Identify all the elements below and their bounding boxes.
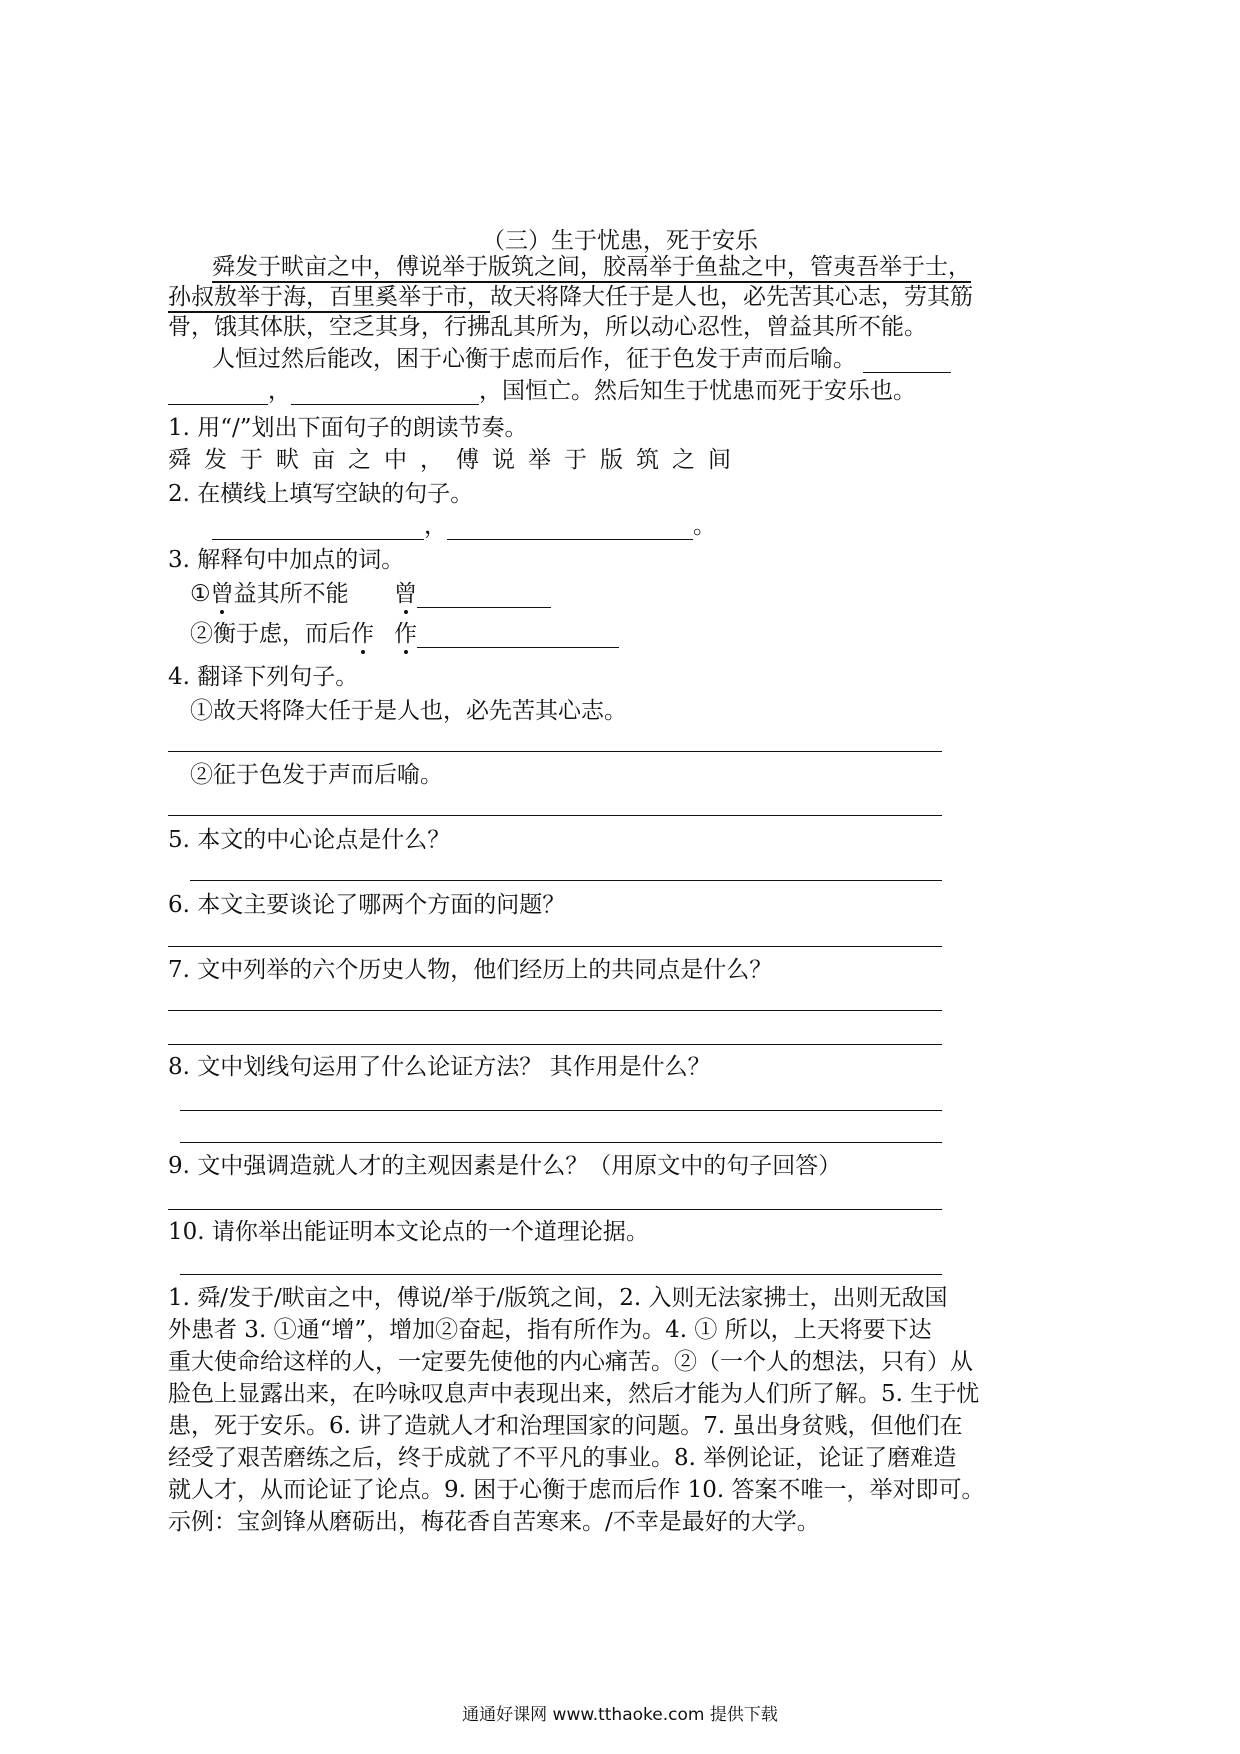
answer-key-line: 脸色上显露出来，在吟咏叹息声中表现出来，然后才能为人们所了解。5. 生于忧	[168, 1381, 980, 1407]
answer-line[interactable]	[168, 946, 942, 947]
question-6: 6. 本文主要谈论了哪两个方面的问题？	[168, 892, 566, 918]
item-number: ①	[190, 581, 211, 607]
fill-blank[interactable]	[447, 515, 693, 540]
dotted-word: 作	[394, 621, 417, 647]
question-3-item-a-answer	[394, 580, 551, 608]
answer-key-line: 外患者 3. ①通“增”，增加②奋起，指有所作为。4. ① 所以，上天将要下达	[168, 1317, 932, 1343]
answer-line[interactable]	[180, 1110, 942, 1111]
passage-line-1	[212, 253, 971, 281]
underlined-sentence: 百里奚举于市，	[329, 284, 490, 313]
underlined-sentence: 胶鬲举于鱼盐之中，	[603, 254, 810, 283]
item-text: 益其所不能	[233, 581, 349, 607]
passage-line-2	[168, 283, 973, 311]
item-text: ②衡于虑，而后	[190, 621, 351, 647]
dotted-word: 作	[351, 621, 374, 647]
answer-key-line: 经受了艰苦磨练之后，终于成就了不平凡的事业。8. 举例论证，论证了磨难造	[168, 1445, 957, 1471]
question-5: 5. 本文的中心论点是什么？	[168, 827, 451, 853]
passage-line-3: 骨，饿其体肤，空乏其身，行拂乱其所为，所以动心忍性，曾益其所不能。	[168, 314, 927, 340]
answer-line[interactable]	[180, 1142, 942, 1143]
fill-blank[interactable]	[168, 380, 268, 405]
fill-blank[interactable]	[863, 348, 951, 373]
question-3-item-a	[190, 580, 349, 608]
question-1-sentence: 舜发于畎亩之中，傅说举于版筑之间	[168, 447, 744, 473]
answer-key-line: 患，死于安乐。6. 讲了造就人才和治理国家的问题。7. 虽出身贫贱，但他们在	[168, 1413, 963, 1439]
fill-blank[interactable]	[417, 583, 551, 608]
question-3-item-b-answer	[394, 620, 619, 648]
question-3: 3. 解释句中加点的词。	[168, 547, 405, 573]
question-7: 7. 文中列举的六个历史人物，他们经历上的共同点是什么？	[168, 957, 773, 983]
question-1: 1. 用“/”划出下面句子的朗读节奏。	[168, 415, 528, 441]
comma: ，	[268, 378, 291, 404]
passage-text: 故天将降大任于是人也，必先苦其心志，劳其筋	[490, 284, 973, 310]
passage-line-5	[168, 377, 916, 405]
comma: ，	[424, 513, 447, 539]
question-3-item-b	[190, 620, 374, 648]
question-8: 8. 文中划线句运用了什么论证方法？ 其作用是什么？	[168, 1054, 711, 1080]
answer-key-line: 重大使命给这样的人，一定要先使他的内心痛苦。②（一个人的想法，只有）从	[168, 1349, 973, 1375]
answer-line[interactable]	[190, 880, 942, 881]
fill-blank[interactable]	[417, 623, 619, 648]
dotted-word: 曾	[394, 581, 417, 607]
fill-blank[interactable]	[212, 515, 424, 540]
underlined-sentence: 管夷吾举于士，	[810, 254, 971, 283]
answer-key-line: 示例：宝剑锋从磨砺出，梅花香自苦寒来。/不幸是最好的大学。	[168, 1509, 820, 1535]
dotted-word: 曾	[210, 581, 234, 607]
passage-text: 人恒过然后能改，困于心衡于虑而后作，征于色发于声而后喻。	[212, 346, 856, 372]
question-9: 9. 文中强调造就人才的主观因素是什么？（用原文中的句子回答）	[168, 1153, 842, 1179]
question-4-item-b: ②征于色发于声而后喻。	[190, 762, 443, 788]
page-footer: 通通好课网 www.tthaoke.com 提供下载	[462, 1705, 778, 1725]
answer-line[interactable]	[180, 1274, 942, 1275]
fill-blank[interactable]	[291, 380, 479, 405]
period: 。	[693, 513, 716, 539]
page-title: （三）生于忧患，死于安乐	[482, 228, 758, 254]
underlined-sentence: 舜发于畎亩之中，傅说举于版筑之间，	[212, 254, 603, 283]
comma: ，	[479, 378, 502, 404]
answer-line[interactable]	[168, 1010, 942, 1011]
answer-key-line: 就人才，从而论证了论点。9. 困于心衡于虑而后作 10. 答案不唯一，举对即可。	[168, 1477, 985, 1503]
answer-line[interactable]	[168, 751, 942, 752]
answer-line[interactable]	[168, 1209, 942, 1210]
answer-key-line: 1. 舜/发于/畎亩之中，傅说/举于/版筑之间，2. 入则无法家拂士，出则无敌国	[168, 1285, 948, 1311]
question-2-answer-row	[212, 512, 716, 540]
answer-line[interactable]	[168, 1044, 942, 1045]
underlined-sentence: 孙叔敖举于海，	[168, 284, 329, 313]
passage-line-4	[212, 345, 951, 373]
question-10: 10. 请你举出能证明本文论点的一个道理论据。	[168, 1219, 649, 1245]
answer-line[interactable]	[168, 815, 942, 816]
question-4-item-a: ①故天将降大任于是人也，必先苦其心志。	[190, 698, 627, 724]
passage-text: 国恒亡。然后知生于忧患而死于安乐也。	[502, 378, 916, 404]
question-4: 4. 翻译下列句子。	[168, 664, 359, 690]
question-2: 2. 在横线上填写空缺的句子。	[168, 481, 474, 507]
